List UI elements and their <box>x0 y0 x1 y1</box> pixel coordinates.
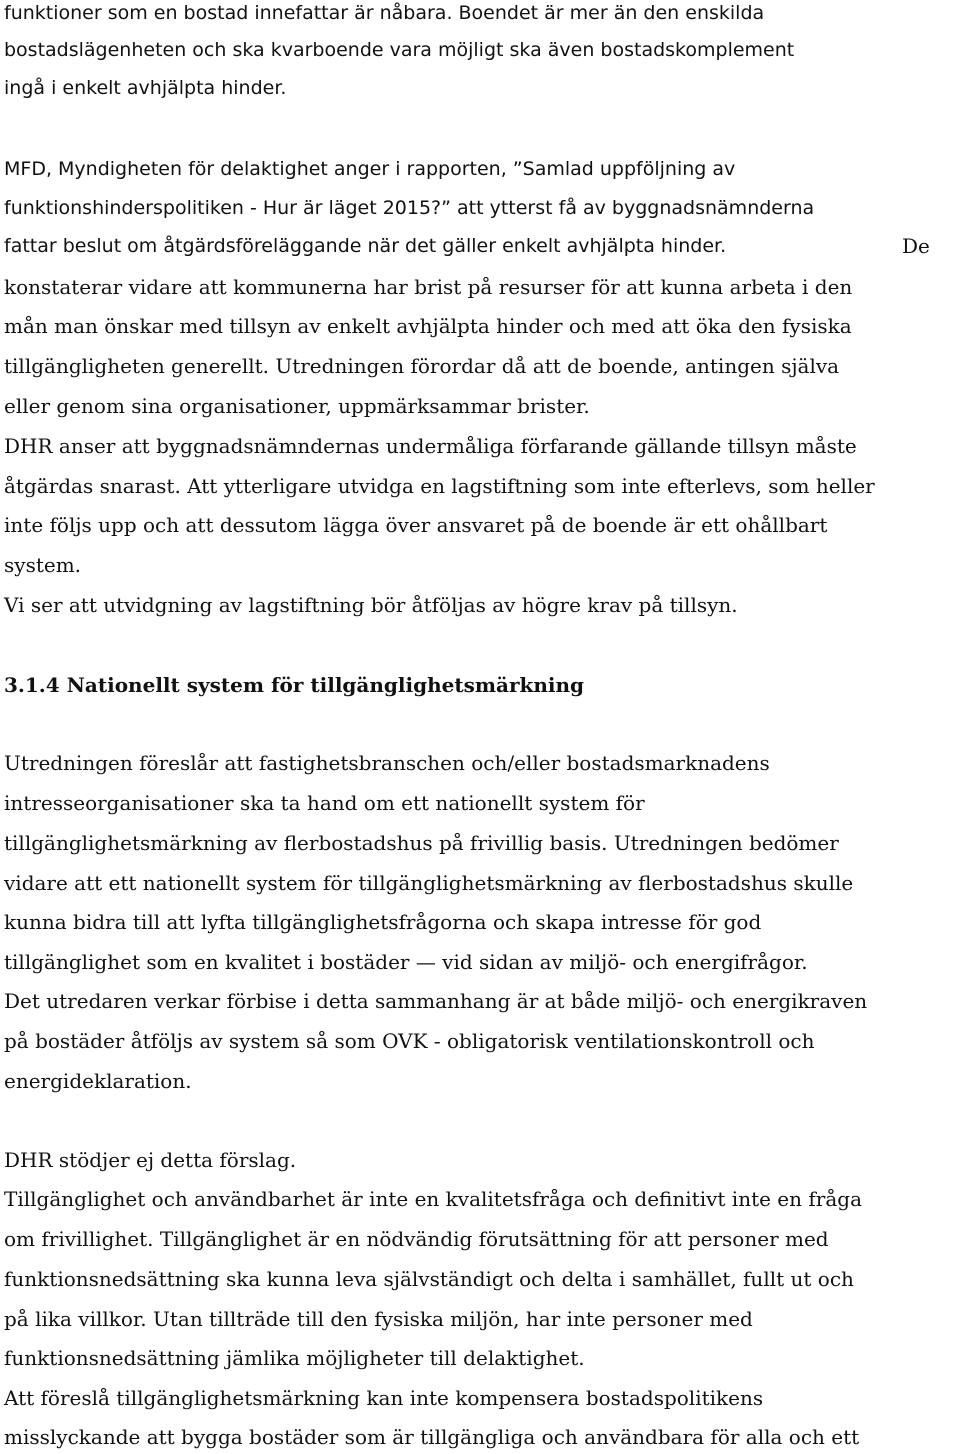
section-heading: 3.1.4 Nationellt system för tillgänglighetsmärkning <box>4 673 585 697</box>
text-line: funktionsnedsättning jämlika möjligheter till delaktighet. <box>4 1346 585 1370</box>
text-line: konstaterar vidare att kommunerna har brist på resurser för att kunna arbeta i den <box>4 275 853 299</box>
text-line: bostadslägenheten och ska kvarboende vara möjligt ska även bostadskomplement <box>4 39 795 61</box>
text-line: mån man önskar med tillsyn av enkelt avhjälpta hinder och med att öka den fysiska <box>4 314 852 338</box>
text-line: funktioner som en bostad innefattar är nåbara. Boendet är mer än den enskilda <box>4 2 765 24</box>
text-line: funktionshinderspolitiken - Hur är läget 2015?” att ytterst få av byggnadsnämnderna <box>4 197 815 219</box>
text-line: Tillgänglighet och användbarhet är inte en kvalitetsfråga och definitivt inte en fråga <box>4 1187 862 1211</box>
text-line: Det utredaren verkar förbise i detta sammanhang är at både miljö- och energikraven <box>4 989 868 1013</box>
text-line: energideklaration. <box>4 1069 192 1093</box>
text-line: tillgängligheten generellt. Utredningen förordar då att de boende, antingen själva <box>4 354 840 378</box>
text-line: Vi ser att utvidgning av lagstiftning bör åtföljas av högre krav på tillsyn. <box>4 593 738 617</box>
text-line: ingå i enkelt avhjälpta hinder. <box>4 77 287 99</box>
text-line: på lika villkor. Utan tillträde till den fysiska miljön, har inte personer med <box>4 1307 753 1331</box>
text-line: misslyckande att bygga bostäder som är tillgängliga och användbara för alla och ett <box>4 1425 860 1449</box>
text-line: funktionsnedsättning ska kunna leva självständigt och delta i samhället, fullt ut och <box>4 1267 854 1291</box>
text-line: DHR stödjer ej detta förslag. <box>4 1148 297 1172</box>
text-line: tillgänglighet som en kvalitet i bostäder — vid sidan av miljö- och energifrågor. <box>4 950 808 974</box>
text-line: DHR anser att byggnadsnämndernas undermåliga förfarande gällande tillsyn måste <box>4 434 857 458</box>
text-line: system. <box>4 553 82 577</box>
text-line: tillgänglighetsmärkning av flerbostadshus på frivillig basis. Utredningen bedömer <box>4 831 839 855</box>
text-line: eller genom sina organisationer, uppmärksammar brister. <box>4 394 590 418</box>
text-line: fattar beslut om åtgärdsföreläggande när det gäller enkelt avhjälpta hinder. <box>4 235 727 257</box>
text-line: om frivillighet. Tillgänglighet är en nödvändig förutsättning för att personer med <box>4 1227 829 1251</box>
text-line: kunna bidra till att lyfta tillgänglighetsfrågorna och skapa intresse för god <box>4 910 762 934</box>
text-line: på bostäder åtföljs av system så som OVK - obligatorisk ventilationskontroll och <box>4 1029 815 1053</box>
text-line: MFD, Myndigheten för delaktighet anger i rapporten, ”Samlad uppföljning av <box>4 158 736 180</box>
text-line: Utredningen föreslår att fastighetsbranschen och/eller bostadsmarknadens <box>4 751 770 775</box>
text-line: åtgärdas snarast. Att ytterligare utvidga en lagstiftning som inte efterlevs, som heller <box>4 474 875 498</box>
text-line: Att föreslå tillgänglighetsmärkning kan inte kompensera bostadspolitikens <box>4 1386 764 1410</box>
text-line: inte följs upp och att dessutom lägga över ansvaret på de boende är ett ohållbart <box>4 513 828 537</box>
text-line: De <box>902 234 930 258</box>
text-line: vidare att ett nationellt system för tillgänglighetsmärkning av flerbostadshus skulle <box>4 871 854 895</box>
text-line: intresseorganisationer ska ta hand om ett nationellt system för <box>4 791 645 815</box>
